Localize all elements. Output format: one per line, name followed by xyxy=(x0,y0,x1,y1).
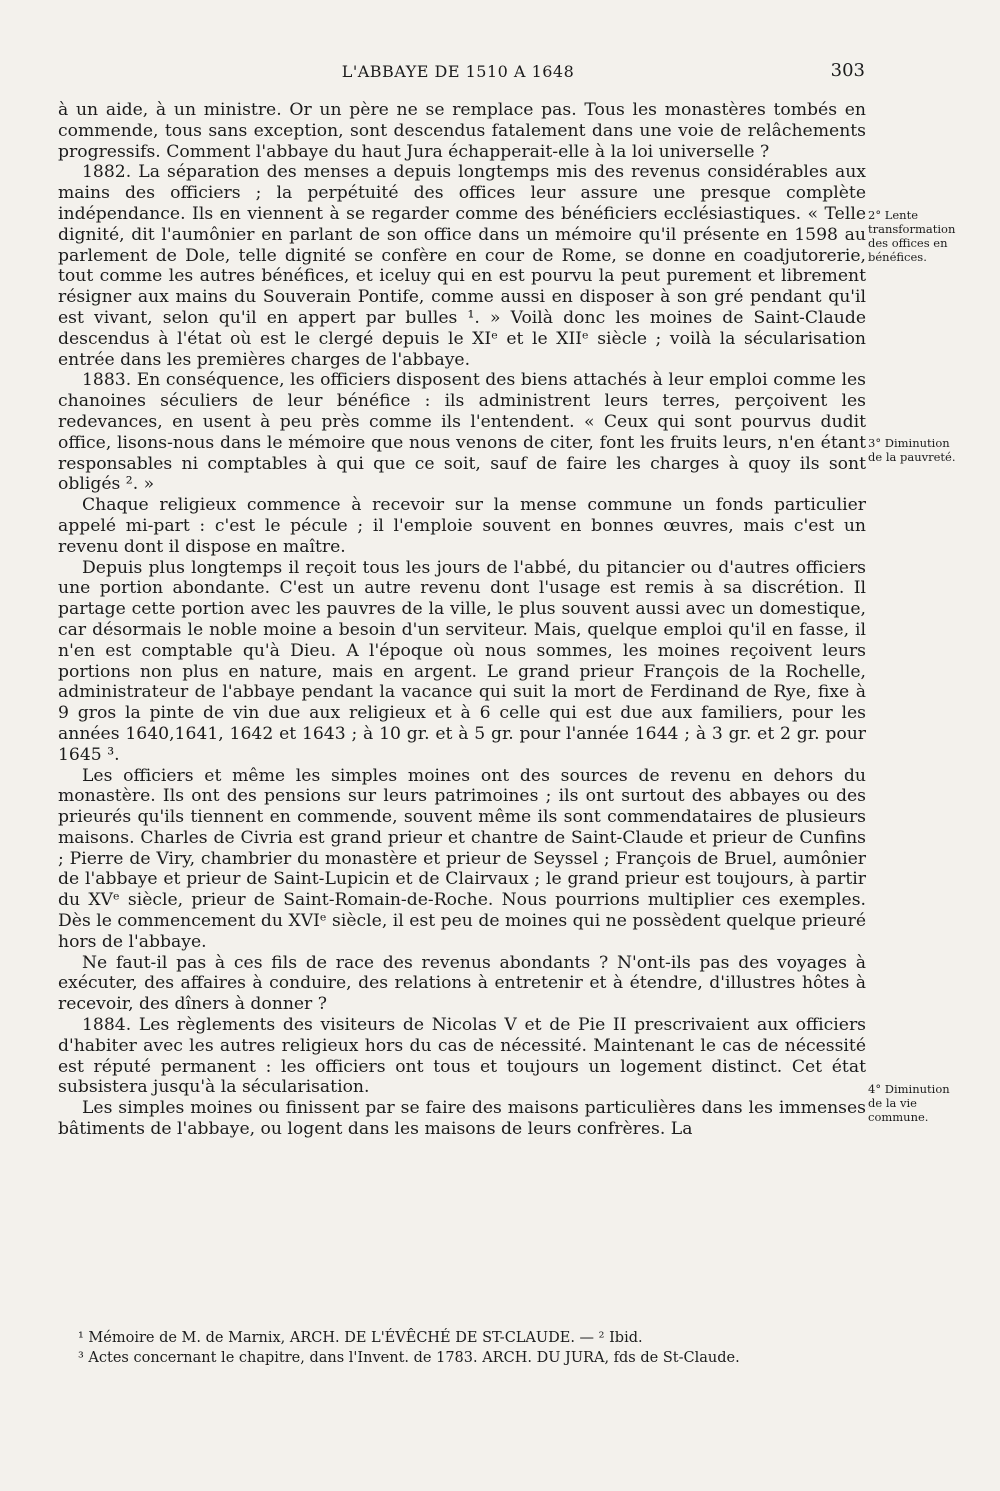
paragraph-revenue: Les officiers et même les simples moines ont des sources de revenu en dehors du monastère. Ils ont des pensions sur leurs patrimoines ; ils ont surtout des abbayes ou des prieurés qu'ils tiennent en commende, souvent même ils sont commendataires de plusieurs maisons. Charles de Civria est grand prieur et chantre de Saint-Claude et prieur de Cunfins ; Pierre de Viry, chambrier du monastère et prieur de Seyssel ; François de Bruel, aumônier de l'abbaye et prieur de Saint-Lupicin et de Clairvaux ; le grand prieur est toujours, à partir du XVᵉ siècle, prieur de Saint-Romain-de-Roche. Nous pourrions multiplier ces exemples. Dès le commencement du XVIᵉ siècle, il est peu de moines qui ne possèdent quelque prieuré hors de l'abbaye. xyxy=(58,765,866,952)
paragraph-1882: 1882. La séparation des menses a depuis longtemps mis des revenus considérables aux mains des officiers ; la perpétuité des offices leur assure une presque complète indépendance. Ils en viennent à se regarder comme des bénéficiers ecclésiastiques. « Telle dignité, dit l'aumônier en parlant de son office dans un mémoire qu'il présente en 1598 au parlement de Dole, telle dignité se confère en cour de Rome, se donne en coadjutorerie, tout comme les autres bénéfices, et iceluy qui en est pourvu la peut purement et librement résigner aux mains du Souverain Pontife, comme aussi en disposer à son gré pendant qu'il est vivant, selon qu'il en appert par bulles ¹. » Voilà donc les moines de Saint-Claude descendus à l'état où est le clergé depuis le XIᵉ et le XIIᵉ siècle ; voilà la sécularisation entrée dans les premières charges de l'abbaye. xyxy=(58,162,866,370)
margin-note-transformation: 2° Lente transformation des offices en bénéfices. xyxy=(868,208,956,264)
paragraph-1: à un aide, à un ministre. Or un père ne se remplace pas. Tous les monastères tombés en commende, tous sans exception, sont descendus fatalement dans une voie de relâchements progressifs. Comment l'abbaye du haut Jura échapperait-elle à la loi universelle ? xyxy=(58,100,866,162)
footnote-1-2: ¹ Mémoire de M. de Marnix, ARCH. DE L'ÉVÊCHÉ DE ST-CLAUDE. — ² Ibid. xyxy=(78,1330,643,1346)
running-header: L'ABBAYE DE 1510 A 1648 xyxy=(341,62,575,81)
margin-note-vie-commune: 4° Diminution de la vie commune. xyxy=(868,1082,950,1124)
footnotes xyxy=(78,1328,868,1368)
footnote-3: ³ Actes concernant le chapitre, dans l'Invent. de 1783. ARCH. DU JURA, fds de St-Claude. xyxy=(78,1350,740,1366)
page-number: 303 xyxy=(830,60,865,81)
paragraph-mi-part: Chaque religieux commence à recevoir sur la mense commune un fonds particulier appelé mi-part : c'est le pécule ; il l'emploie souvent en bonnes œuvres, mais c'est un revenu dont il dispose en maître. xyxy=(58,495,866,557)
paragraph-1883: 1883. En conséquence, les officiers disposent des biens attachés à leur emploi comme les chanoines séculiers de leur bénéfice : ils administrent leurs terres, perçoivent les redevances, en usent à peu près comme ils l'entendent. « Ceux qui sont pourvus dudit office, lisons-nous dans le mémoire que nous venons de citer, font les fruits leurs, n'en étant responsables ni comptables à qui que ce soit, sauf de faire les charges à quoy ils sont obligés ². » xyxy=(58,370,866,495)
paragraph-last: Les simples moines ou finissent par se faire des maisons particulières dans les immenses bâtiments de l'abbaye, ou logent dans les maisons de leurs confrères. La xyxy=(58,1098,866,1140)
margin-note-pauvrete: 3° Diminution de la pauvreté. xyxy=(868,436,956,464)
main-text xyxy=(58,100,866,1140)
paragraph-1884: 1884. Les règlements des visiteurs de Nicolas V et de Pie II prescrivaient aux officiers d'habiter avec les autres religieux hors du cas de nécessité. Maintenant le cas de nécessité est réputé permanent : les officiers ont tous et toujours un logement distinct. Cet état subsistera jusqu'à la sécularisation. xyxy=(58,1015,866,1098)
paragraph-portion: Depuis plus longtemps il reçoit tous les jours de l'abbé, du pitancier ou d'autres officiers une portion abondante. C'est un autre revenu dont l'usage est remis à sa discrétion. Il partage cette portion avec les pauvres de la ville, le plus souvent aussi avec un domestique, car désormais le noble moine a besoin d'un serviteur. Mais, quelque emploi qu'il en fasse, il n'en est comptable qu'à Dieu. A l'époque où nous sommes, les moines reçoivent leurs portions non plus en nature, mais en argent. Le grand prieur François de la Rochelle, administrateur de l'abbaye pendant la vacance qui suit la mort de Ferdinand de Rye, fixe à 9 gros la pinte de vin due aux religieux et à 6 celle qui est due aux familiers, pour les années 1640,1641, 1642 et 1643 ; à 10 gr. et à 5 gr. pour l'année 1644 ; à 3 gr. et 2 gr. pour 1645 ³. xyxy=(58,557,866,765)
paragraph-question: Ne faut-il pas à ces fils de race des revenus abondants ? N'ont-ils pas des voyages à exécuter, des affaires à conduire, des relations à entretenir et à étendre, d'illustres hôtes à recevoir, des dîners à donner ? xyxy=(58,952,866,1015)
